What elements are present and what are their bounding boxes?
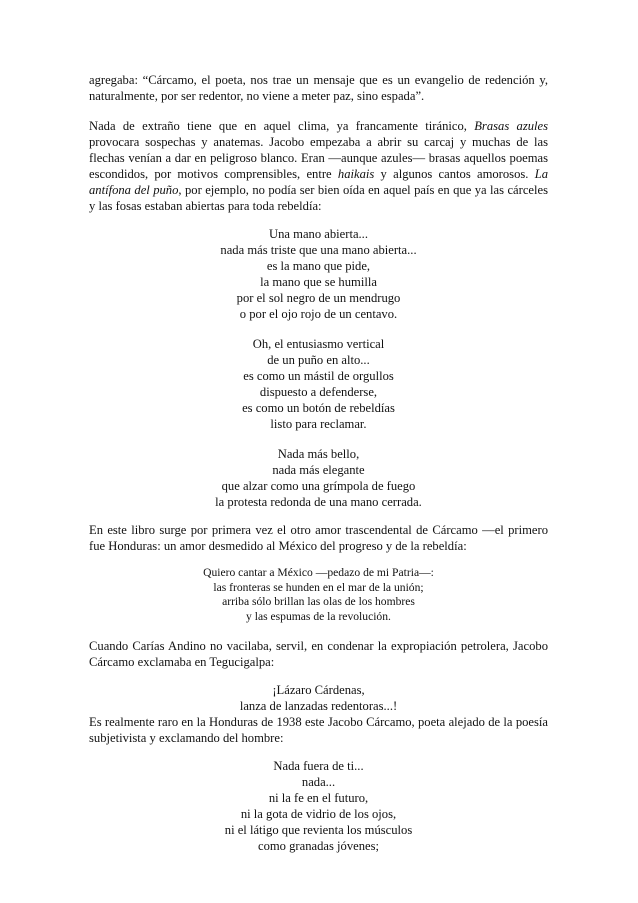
poem-line: la mano que se humilla (260, 275, 377, 289)
poem-line: es como un botón de rebeldías (242, 401, 395, 415)
poem-line: lanza de lanzadas redentoras...! (239, 699, 398, 714)
poem-cardenas (89, 682, 548, 714)
poem-line: por el sol negro de un mendrugo (236, 291, 401, 305)
poem-line: nada más triste que una mano abierta... (220, 243, 417, 257)
paragraph-1: agregaba: “Cárcamo, el poeta, nos trae un mensaje que es un evangelio de redención y, naturalmente, por ser redentor, no viene a meter paz, sino espada”. (89, 73, 548, 103)
paragraph-2 (89, 118, 548, 214)
poem-mexico (89, 566, 548, 624)
paragraph-2-text-g: , por ejemplo, no podía ser bien oída en aquel país en que ya las cárceles y las fosas estaban abiertas para toda rebeldía: (89, 183, 548, 213)
poem-line: Nada más bello, (277, 447, 360, 461)
poem-line: y las espumas de la revolución. (246, 609, 391, 623)
document-page (89, 72, 548, 854)
poem-nada-fuera-de-ti (89, 758, 548, 854)
poem-line: nada... (301, 775, 336, 790)
poem-line: nada más elegante (272, 463, 365, 477)
poem-line: ni la gota de vidrio de los ojos, (240, 807, 397, 822)
poem-line: Nada fuera de ti... (273, 759, 364, 774)
poem-line: arriba sólo brillan las olas de los hombres (222, 595, 415, 609)
poem-line: ni el látigo que revienta los músculos (224, 823, 413, 838)
poem-line: ni la fe en el futuro, (268, 791, 369, 806)
poem-line: o por el ojo rojo de un centavo. (239, 307, 398, 321)
poem-line: las fronteras se hunden en el mar de la unión; (213, 580, 424, 594)
poem-line: dispuesto a defenderse, (259, 385, 378, 399)
paragraph-2-text-c: provocara sospechas y anatemas. Jacobo empezaba a abrir su carcaj y muchas de las flechas venían a dar en peligroso blanco. Eran —aunque azules— brasas aquellos poemas escondidos, por motivos comprensibles, entre (89, 135, 548, 181)
paragraph-3: En este libro surge por primera vez el otro amor trascendental de Cárcamo —el primero fue Honduras: un amor desmedido al México del progreso y de la rebeldía: (89, 523, 548, 553)
book-title-brasas-azules: Brasas azules (474, 119, 549, 133)
poem-line: es como un mástil de orgullos (243, 369, 394, 383)
paragraph-2-text-a: Nada de extraño tiene que en aquel clima, ya francamente tiránico, (89, 119, 475, 133)
poem-line: como granadas jóvenes; (258, 839, 379, 854)
paragraph-2-text-e: y algunos cantos amorosos. (374, 167, 535, 181)
poem-line: Quiero cantar a México —pedazo de mi Patria—: (203, 566, 434, 579)
poem-line: que alzar como una grímpola de fuego (221, 479, 416, 493)
poem-antifona-del-puno (89, 226, 548, 510)
poem-line: la protesta redonda de una mano cerrada. (215, 495, 422, 509)
poem-line: es la mano que pide, (266, 259, 371, 273)
poem-title-antifona: La antífona del puño (89, 167, 548, 197)
poem-line: de un puño en alto... (267, 353, 370, 367)
poem-line: ¡Lázaro Cárdenas, (272, 683, 365, 698)
paragraph-5: Es realmente raro en la Honduras de 1938 este Jacobo Cárcamo, poeta alejado de la poesía subjetivista y exclamando del hombre: (89, 715, 548, 746)
poem-line: Una mano abierta... (269, 227, 368, 241)
term-haikais: haikais (337, 167, 375, 181)
poem-line: Oh, el entusiasmo vertical (252, 337, 385, 351)
poem-line: listo para reclamar. (270, 417, 367, 431)
paragraph-4: Cuando Carías Andino no vacilaba, servil, en condenar la expropiación petrolera, Jacobo Cárcamo exclamaba en Tegucigalpa: (89, 639, 548, 670)
